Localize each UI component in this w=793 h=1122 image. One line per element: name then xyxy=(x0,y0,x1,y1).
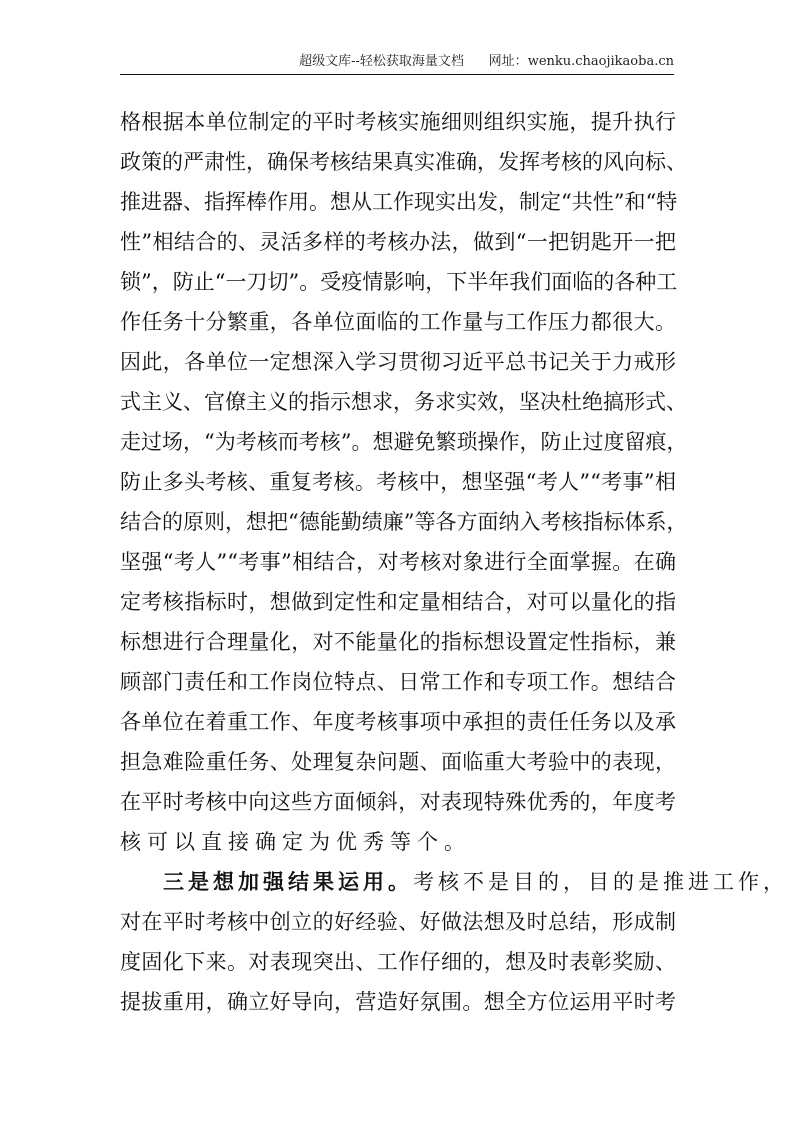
site-name: 超级文库--轻松获取海量文档 xyxy=(299,54,464,69)
text-line: 担急难险重任务、处理复杂问题、面临重大考验中的表现， xyxy=(120,750,676,774)
url-label: 网址： xyxy=(488,54,528,69)
heading-continuation: 考核不是目的，目的是推进工作， xyxy=(413,870,788,894)
paragraph-result-application xyxy=(120,864,788,1024)
site-url: wenku.chaojikaoba.cn xyxy=(527,54,674,69)
text-line: 防止多头考核、重复考核。考核中，想坚强“考人”“考事”相 xyxy=(120,470,676,494)
text-line: 度固化下来。对表现突出、工作仔细的，想及时表彰奖励、 xyxy=(120,950,676,974)
text-line: 对在平时考核中创立的好经验、好做法想及时总结，形成制 xyxy=(120,910,676,934)
text-line-last: 核可以直接确定为优秀等个。 xyxy=(120,830,471,854)
text-line: 格根据本单位制定的平时考核实施细则组织实施，提升执行 xyxy=(120,110,676,134)
text-line: 作任务十分繁重，各单位面临的工作量与工作压力都很大。 xyxy=(120,310,676,334)
text-line: 顾部门责任和工作岗位特点、日常工作和专项工作。想结合 xyxy=(120,670,676,694)
text-line: 走过场，“为考核而考核”。想避免繁琐操作，防止过度留痕， xyxy=(120,430,688,454)
header-spacer xyxy=(464,54,489,69)
paragraph-assessment-method xyxy=(120,104,688,864)
text-line: 在平时考核中向这些方面倾斜，对表现特殊优秀的，年度考 xyxy=(120,790,676,814)
text-line: 因此，各单位一定想深入学习贯彻习近平总书记关于力戒形 xyxy=(120,350,676,374)
text-line: 锁”，防止“一刀切”。受疫情影响，下半年我们面临的各种工 xyxy=(120,270,678,294)
text-line: 推进器、指挥棒作用。想从工作现实出发，制定“共性”和“特 xyxy=(120,190,678,214)
text-line: 式主义、官僚主义的指示想求，务求实效，坚决杜绝搞形式、 xyxy=(120,390,687,414)
text-line: 定考核指标时，想做到定性和定量相结合，对可以量化的指 xyxy=(120,590,676,614)
text-line: 各单位在着重工作、年度考核事项中承担的责任任务以及承 xyxy=(120,710,676,734)
text-line: 结合的原则，想把“德能勤绩廉”等各方面纳入考核指标体系， xyxy=(120,510,688,534)
text-line: 性”相结合的、灵活多样的考核办法，做到“一把钥匙开一把 xyxy=(120,230,676,254)
text-line: 政策的严肃性，确保考核结果真实准确，发挥考核的风向标、 xyxy=(120,150,687,174)
text-line: 提拔重用，确立好导向，营造好氛围。想全方位运用平时考 xyxy=(120,990,676,1014)
section-heading: 三是想加强结果运用。 xyxy=(163,870,413,894)
text-line: 坚强“考人”“考事”相结合，对考核对象进行全面掌握。在确 xyxy=(120,550,676,574)
document-body xyxy=(120,104,788,1024)
page-header xyxy=(120,52,674,75)
text-line-first xyxy=(120,864,788,904)
text-line: 标想进行合理量化，对不能量化的指标想设置定性指标，兼 xyxy=(120,630,676,654)
